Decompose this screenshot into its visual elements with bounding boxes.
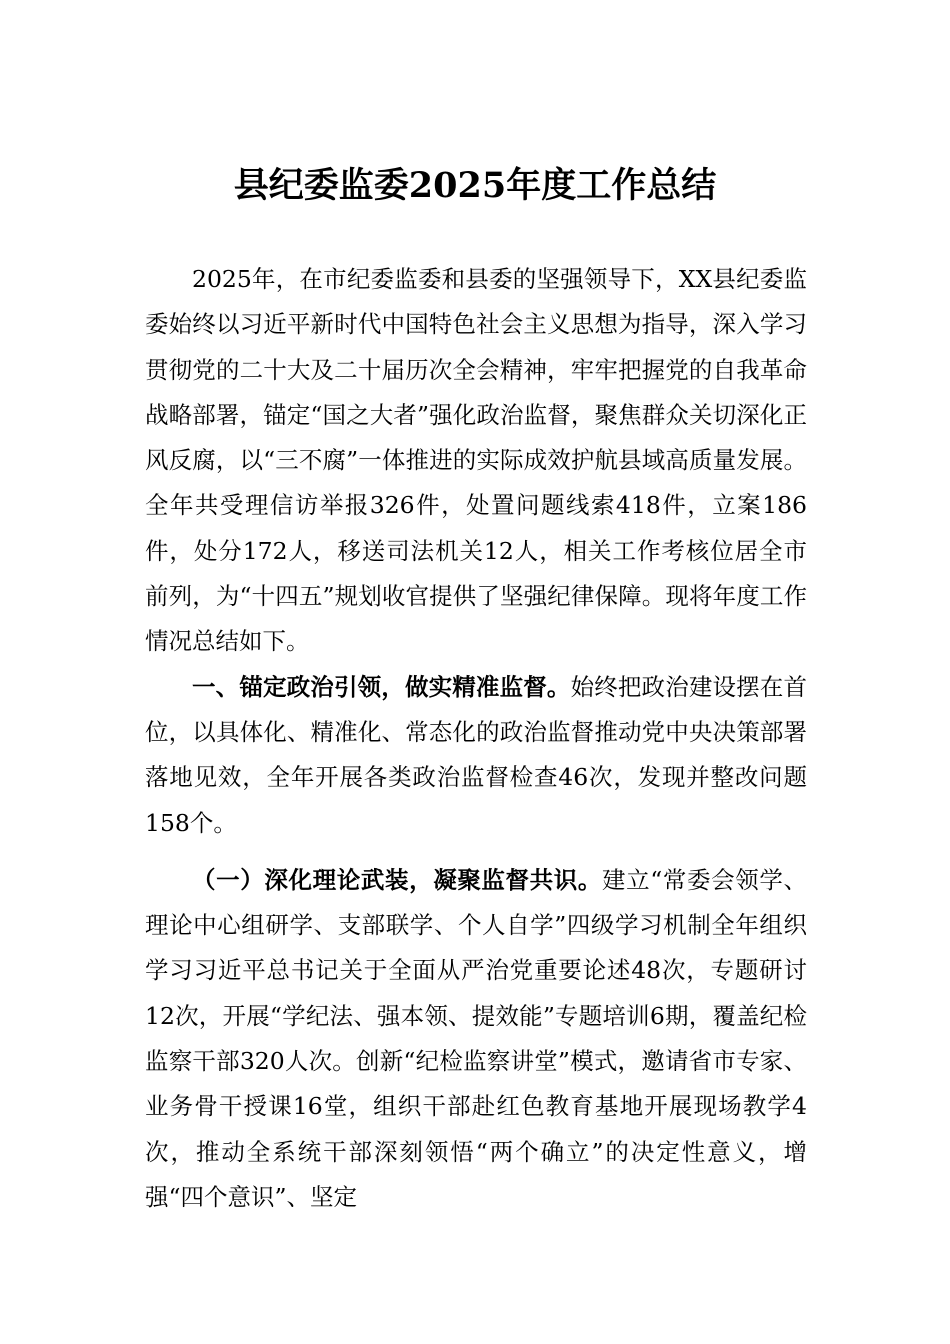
section-1-text: 始终把政治建设摆在首位，以具体化、精准化、常态化的政治监督推动党中央决策部署落地见效，全年开展各类政治监督检查46次，发现并整改问题158个。 [145,672,808,837]
document-title: 县纪委监委2025年度工作总结 [233,165,717,206]
document-body [145,257,807,1220]
subsection-1-text: 建立“常委会领学、理论中心组研学、支部联学、个人自学”四级学习机制全年组织学习习近平总书记关于全面从严治党重要论述48次，专题研讨12次，开展“学纪法、强本领、提效能”专题培训6期，覆盖纪检监察干部320人次。创新“纪检监察讲堂”模式，邀请省市专家、业务骨干授课16堂，组织干部赴红色教育基地开展现场教学4次，推动全系统干部深刻领悟“两个确立”的决定性意义，增强“四个意识”、坚定 [145,865,808,1211]
subsection-1-paragraph [145,858,807,1220]
paragraph-gap [145,846,807,858]
section-1-heading: 一、锚定政治引领，做实精准监督。 [192,672,571,701]
intro-paragraph: 2025年，在市纪委监委和县委的坚强领导下，XX县纪委监委始终以习近平新时代中国特色社会主义思想为指导，深入学习贯彻党的二十大及二十届历次全会精神，牢牢把握党的自我革命战略部署，锚定“国之大者”强化政治监督，聚焦群众关切深化正风反腐，以“三不腐”一体推进的实际成效护航县域高质量发展。全年共受理信访举报326件，处置问题线索418件，立案186件，处分172人，移送司法机关12人，相关工作考核位居全市前列，为“十四五”规划收官提供了坚强纪律保障。现将年度工作情况总结如下。 [145,265,807,656]
section-1-paragraph [145,665,807,846]
subsection-1-heading: （一）深化理论武装，凝聚监督共识。 [192,865,603,894]
